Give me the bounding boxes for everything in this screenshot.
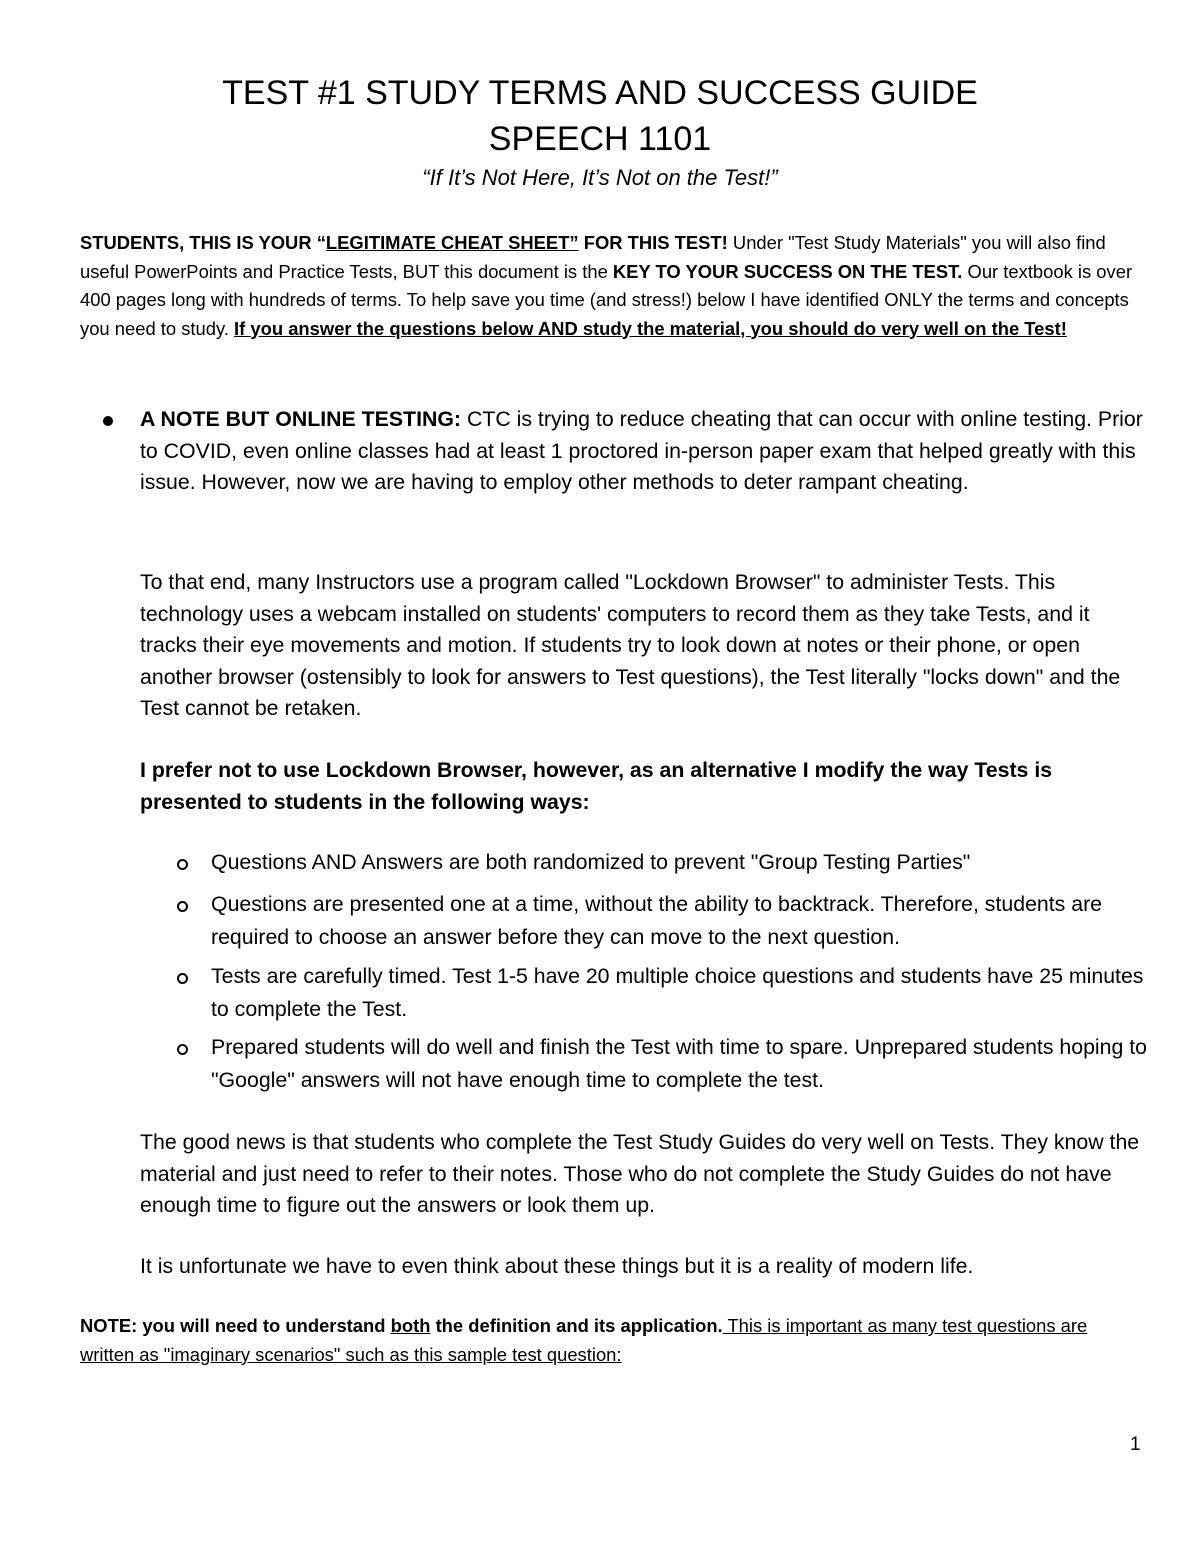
circle-bullet-icon	[177, 1044, 188, 1055]
page-number: 1	[1130, 1434, 1141, 1455]
bullet-icon	[103, 416, 113, 426]
circle-bullet-icon	[177, 859, 188, 870]
intro-lead: STUDENTS, THIS IS YOUR “	[80, 232, 326, 253]
list-item-text: Prepared students will do well and finish the Test with time to spare. Unprepared students hoping to "Google" answers will not have enough time to complete the test.	[211, 1035, 1148, 1092]
good-news-paragraph: The good news is that students who complete the Test Study Guides do very well on Tests. They know the material and just need to refer to their notes. Those who do not complete the Study Guides do not have enough time to figure out the answers or look them up.	[140, 1130, 1140, 1217]
online-testing-heading: A NOTE BUT ONLINE TESTING:	[140, 407, 462, 431]
online-testing-text-1: CTC is trying to reduce cheating that can occur with online testing. Prior to COVID, even online classes had at least 1 proctored in-person paper exam that helped greatly with this issue. However, now we are having to employ other methods to deter rampant cheating.	[140, 407, 1143, 494]
note-part-1: NOTE: you will need to understand	[80, 1315, 391, 1336]
circle-bullet-icon	[177, 901, 188, 912]
tagline: “If It’s Not Here, It’s Not on the Test!”	[422, 165, 778, 190]
intro-text-1: Under "Test Study Materials" you will also find useful PowerPoints and Practice Tests, BUT this document is the	[80, 232, 1106, 282]
intro-text-2: Our textbook is over 400 pages long with hundreds of terms. To help save you time (and stress!) below I have identified ONLY the terms and concepts you need to study.	[80, 260, 1133, 339]
key-to-success: KEY TO YOUR SUCCESS ON THE TEST.	[612, 260, 963, 282]
intro-lead-end: FOR THIS TEST!	[578, 232, 728, 253]
circle-bullet-icon	[177, 973, 188, 984]
page-title: TEST #1 STUDY TERMS AND SUCCESS GUIDE	[222, 74, 978, 112]
list-item-text: Questions AND Answers are both randomized to prevent "Group Testing Parties"	[211, 850, 971, 874]
online-testing-para-1	[140, 404, 1150, 499]
unfortunate-paragraph: It is unfortunate we have to even think about these things but it is a reality of modern life.	[140, 1254, 974, 1278]
online-testing-para-2: To that end, many Instructors use a program called "Lockdown Browser" to administer Tests. This technology uses a webcam installed on students' computers to record them as they take Tests, and it tracks their eye movements and motion. If students try to look down at notes or their phone, or open another browser (ostensibly to look for answers to Test questions), the Test literally "locks down" and the Test cannot be retaken.	[140, 570, 1121, 720]
intro-paragraph	[80, 229, 1140, 343]
course-title: SPEECH 1101	[488, 120, 712, 158]
list-item-text: Tests are carefully timed. Test 1-5 have 20 multiple choice questions and students have 25 minutes to complete the Test.	[211, 964, 1144, 1021]
note-paragraph	[80, 1312, 1140, 1369]
intro-closing: If you answer the questions below AND study the material, you should do very well on the Test!	[234, 317, 1067, 339]
preference-statement: I prefer not to use Lockdown Browser, however, as an alternative I modify the way Tests is presented to students in the following ways:	[140, 758, 1053, 814]
list-item-text: Questions are presented one at a time, without the ability to backtrack. Therefore, students are required to choose an answer before they can move to the next question.	[211, 892, 1103, 949]
note-part-3: This is important as many test questions are written as "imaginary scenarios" such as this sample test question:	[80, 1315, 1088, 1365]
note-part-2: the definition and its application.	[430, 1315, 723, 1336]
cheat-sheet-phrase: LEGITIMATE CHEAT SHEET”	[325, 232, 579, 253]
note-both: both	[390, 1315, 431, 1336]
